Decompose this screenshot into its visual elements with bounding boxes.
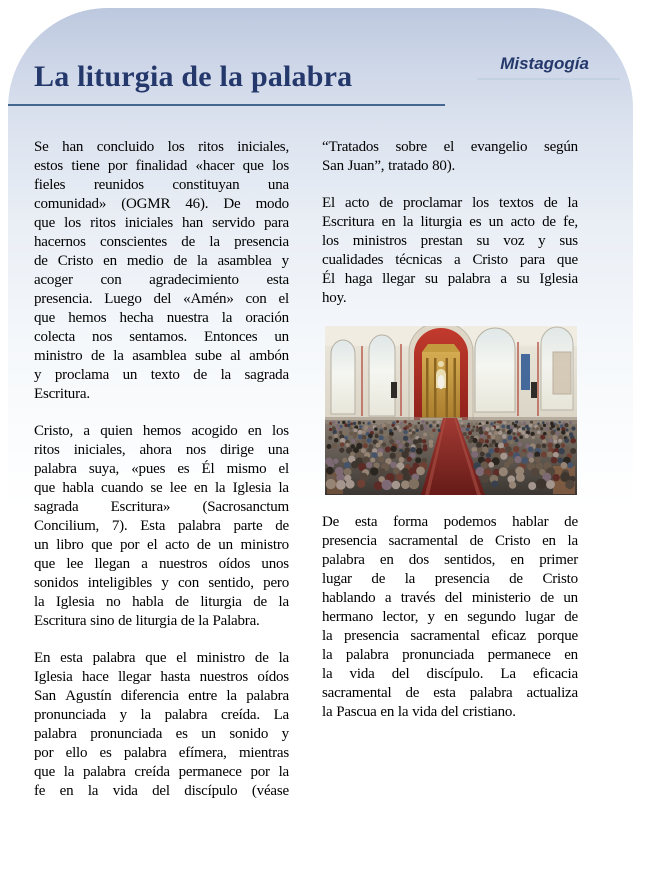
text-line: hoy. (322, 290, 347, 306)
text-line: de Cristo en medio de la asamblea y (34, 253, 289, 269)
text-line: fieles reunidos constituyan una (34, 177, 289, 193)
text-line: la presencia sacramental eficaz porque (322, 628, 578, 644)
text-line: El acto de proclamar los textos de la (322, 195, 578, 211)
text-line: sacramental de esta palabra actualiza (322, 685, 578, 701)
masthead-rule (477, 78, 620, 80)
text-line: “Tratados sobre el evangelio según (322, 139, 578, 155)
text-line: que la palabra creída permanece por la (34, 764, 289, 780)
text-line: la Iglesia no habla de liturgia de la (34, 594, 289, 610)
text-line: San Juan”, tratado 80). (322, 158, 456, 174)
text-line: colecta nos sentamos. Entonces un (34, 329, 289, 345)
text-line: hablando a través del ministerio de un (322, 590, 578, 606)
text-line: presencia sacramental de Cristo en la (322, 533, 578, 549)
text-line: que lee llegan a nuestros oídos unos (34, 556, 289, 572)
text-line: los ministros prestan su voz y sus (322, 233, 578, 249)
text-line: hacernos conscientes de la presencia (34, 234, 289, 250)
church-interior-illustration (325, 326, 577, 495)
church-photo (325, 326, 577, 495)
paragraph (34, 649, 289, 801)
left-column (34, 138, 289, 801)
paragraph (34, 422, 289, 631)
text-line: la Pascua en la vida del cristiano. (322, 704, 516, 720)
text-line: ministro de la asamblea sube al ambón (34, 348, 289, 364)
text-line: un libro que por el acto de un ministro (34, 537, 289, 553)
paragraph (322, 138, 578, 176)
text-line: palabra en dos sentidos, en primer (322, 552, 578, 568)
text-line: Él haga llegar su palabra a su Iglesia (322, 271, 578, 287)
paragraph (322, 194, 578, 308)
text-line: y proclama un texto de la sagrada (34, 367, 289, 383)
text-line: Se han concluido los ritos iniciales, (34, 139, 289, 155)
text-line: Iglesia hace llegar hasta nuestros oídos (34, 669, 289, 685)
text-line: De esta forma podemos hablar de (322, 514, 578, 530)
text-line: acoger con agradecimiento esta (34, 272, 289, 288)
text-line: sonidos inteligibles y con sentido, pero (34, 575, 289, 591)
text-line: San Agustín diferencia entre la palabra (34, 688, 289, 704)
text-line: palabra suya, «pues es Él mismo el (34, 461, 289, 477)
text-line: comunidad» (OGMR 46). De modo (34, 196, 289, 212)
document-page (8, 8, 633, 850)
text-line: Concilium, 7). Esta palabra parte de (34, 518, 289, 534)
text-line: hermano lector, y en segundo lugar de (322, 609, 578, 625)
masthead-label: Mistagogía (500, 54, 589, 73)
right-column-top (322, 138, 578, 308)
text-line: En esta palabra que el ministro de la (34, 650, 289, 666)
text-line: Escritura en la liturgia es un acto de fe, (322, 214, 578, 230)
text-line: la palabra pronunciada permanece en (322, 647, 578, 663)
right-column-bottom (322, 513, 578, 722)
right-column (322, 138, 578, 722)
text-line: que los ritos iniciales han servido para (34, 215, 289, 231)
text-line: que hemos hecha nuestra la oración (34, 310, 289, 326)
text-line: lugar de la presencia de Cristo (322, 571, 578, 587)
text-line: ritos iniciales, ahora nos dirige una (34, 442, 289, 458)
text-line: Cristo, a quien hemos acogido en los (34, 423, 289, 439)
text-line: Escritura sino de liturgia de la Palabra. (34, 613, 260, 629)
text-line: fe en la vida del discípulo (véase (34, 783, 289, 799)
text-line: pronunciada y la palabra creída. La (34, 707, 289, 723)
text-line: estos tiene por finalidad «hacer que los (34, 158, 289, 174)
text-line: Escritura. (34, 386, 90, 402)
text-line: presencia. Luego del «Amén» con el (34, 291, 289, 307)
paragraph (34, 138, 289, 404)
title-rule (8, 104, 445, 106)
page-title: La liturgia de la palabra (34, 60, 353, 93)
paragraph (322, 513, 578, 722)
text-line: palabra pronunciada es un sonido y (34, 726, 289, 742)
text-line: por ello es palabra efímera, mientras (34, 745, 289, 761)
text-line: que habla cuando se lee en la Iglesia la (34, 480, 289, 496)
text-line: sagrada Escritura» (Sacrosanctum (34, 499, 289, 515)
text-line: la vida del discípulo. La eficacia (322, 666, 578, 682)
text-line: cualidades técnicas a Cristo para que (322, 252, 578, 268)
